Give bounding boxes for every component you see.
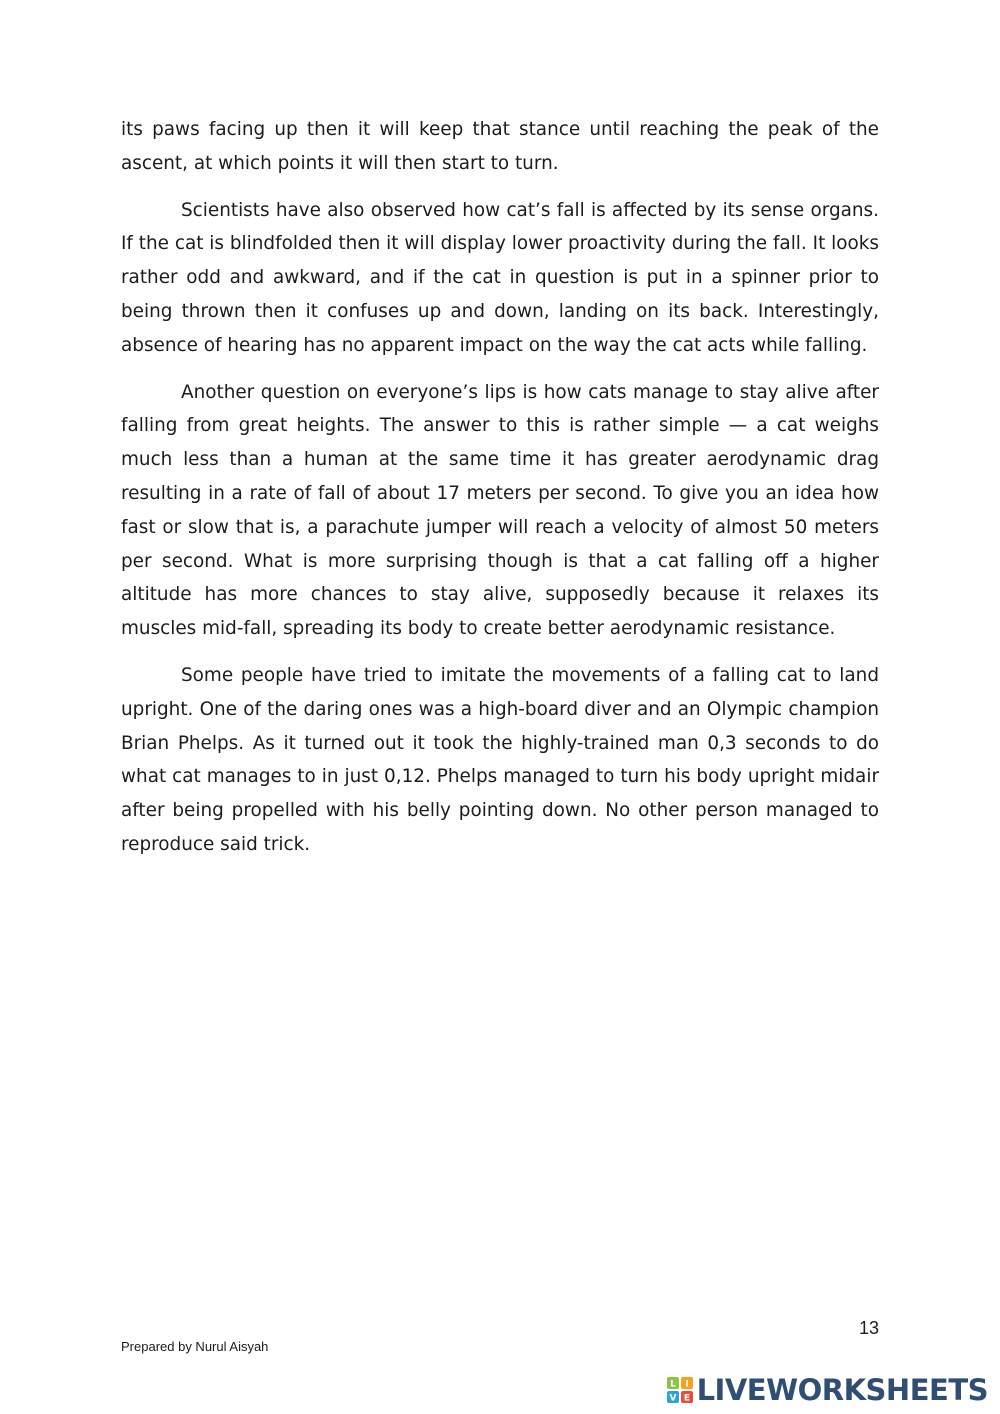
paragraph-sense-organs: Scientists have also observed how cat’s fall is affected by its sense organs. If the cat is blindfolded then it will display lower proactivity during the fall. It looks rather odd and awkward, and if the cat in question is put in a spinner prior to being thrown then it confuses up and down, landing on its back. Interestingly, absence of hearing has no apparent impact on the way the cat acts while falling.	[121, 199, 879, 356]
liveworksheets-brand[interactable]	[667, 1373, 988, 1407]
paragraph-imitation: Some people have tried to imitate the movements of a falling cat to land upright. One of the daring ones was a high-board diver and an Olympic champion Brian Phelps. As it turned out it took the highly-trained man 0,3 seconds to do what cat manages to in just 0,12. Phelps managed to turn his body upright midair after being propelled with his belly pointing down. No other person managed to reproduce said trick.	[121, 664, 879, 855]
prepared-by-credit: Prepared by Nurul Aisyah	[121, 1339, 269, 1354]
svg-text:E: E	[683, 1393, 690, 1403]
body-text	[121, 113, 879, 875]
paragraph-survival: Another question on everyone’s lips is how cats manage to stay alive after falling from great heights. The answer to this is rather simple — a cat weighs much less than a human at the same time it has greater aerodynamic drag resulting in a rate of fall of about 17 meters per second. To give you an idea how fast or slow that is, a parachute jumper will reach a velocity of almost 50 meters per second. What is more surprising though is that a cat falling off a higher altitude has more chances to stay alive, supposedly because it relaxes its muscles mid-fall, spreading its body to create better aerodynamic resistance.	[121, 381, 879, 640]
liveworksheets-wordmark: LIVEWORKSHEETS	[696, 1373, 988, 1407]
svg-text:L: L	[669, 1379, 676, 1390]
page-number: 13	[858, 1318, 879, 1338]
svg-text:I: I	[684, 1379, 689, 1390]
svg-text:V: V	[669, 1393, 677, 1403]
paragraph-continuation: its paws facing up then it will keep that stance until reaching the peak of the ascent, at which points it will then start to turn.	[121, 119, 879, 174]
liveworksheets-logo-icon	[667, 1377, 693, 1403]
